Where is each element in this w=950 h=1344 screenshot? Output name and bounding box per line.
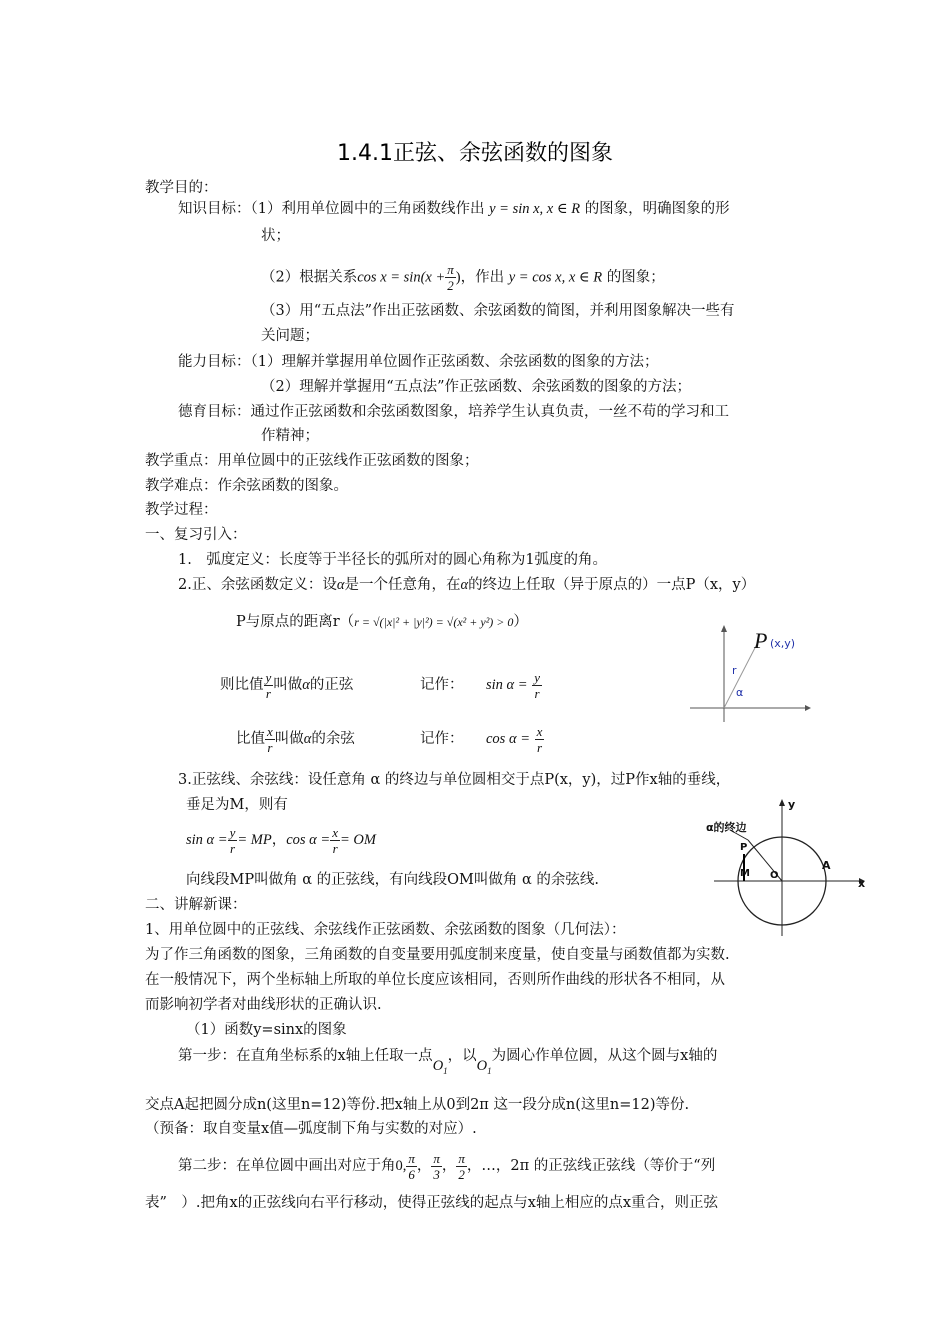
page-title: 1.4.1正弦、余弦函数的图象 <box>337 141 613 166</box>
step1-line1: 第一步：在直角坐标系的x轴上任取一点$O_1$，以$O_1$为圆心作单位圆，从这个圆与x轴的 <box>178 1048 718 1076</box>
k2-text: （2）根据关系 <box>261 269 358 286</box>
key-point: 教学重点：用单位圆中的正弦线作正弦函数的图象； <box>145 453 479 469</box>
point-p-coords: (x,y) <box>770 637 796 650</box>
difficulty: 教学难点：作余弦函数的图象。 <box>145 478 348 494</box>
distance-formula: r = √(|x|² + |y|²) = √(x² + y²) > 0 <box>354 615 514 629</box>
ability-objective-line1: 能力目标：（1）理解并掌握用单位圆作正弦函数、余弦函数的图象的方法； <box>178 354 659 370</box>
cosine-formula: cos α = $\frac{x}{r}$ <box>486 723 543 755</box>
origin-label: O <box>770 870 779 881</box>
objectives-heading: 教学目的： <box>145 180 218 196</box>
review-item3-line1: 3.正弦线、余弦线：设任意角 α 的终边与单位圆相交于点P(x，y)，过P作x轴的垂线， <box>178 772 731 788</box>
new-lesson-p3: 在一般情况下，两个坐标轴上所取的单位长度应该相同，否则所作曲线的形状各不相同，从 <box>145 972 725 988</box>
moral-objective-line1: 德育目标：通过作正弦函数和余弦函数图象，培养学生认真负责，一丝不苟的学习和工 <box>178 404 729 420</box>
review-heading: 一、复习引入： <box>145 527 247 543</box>
review-item1: 1. 弧度定义：长度等于半径长的弧所对的圆心角称为1弧度的角。 <box>178 552 608 568</box>
sine-cosine-line-formulas: sin α = $\frac{y}{r}$ = MP，cos α = $\frac{x}{r}$ = OM <box>186 824 376 856</box>
point-m-label: M <box>740 868 750 879</box>
k1-continuation: 状； <box>261 228 290 244</box>
x-axis-arrow <box>805 705 811 711</box>
terminal-side-label: α的终边 <box>706 821 747 834</box>
knowledge-label: 知识目标： <box>178 201 251 217</box>
knowledge-objective-line2: （2）根据关系cos x = sin(x + $\frac{\pi}{2}$ )，作出 y = cos x, x ∈ R 的图象； <box>261 262 665 293</box>
ability-label: 能力目标： <box>178 354 251 370</box>
step2-line1: 第二步：在单位圆中画出对应于角0, $\frac{\pi}{6}$ ， $\frac{\pi}{3}$ ， $\frac{\pi}{2}$ ，…，2π 的正弦线正弦线（等价于“列 <box>178 1150 716 1182</box>
y-axis-arrow <box>779 799 785 806</box>
new-lesson-p2: 为了作三角函数的图象，三角函数的自变量要用弧度制来度量，使自变量与函数值都为实数. <box>145 947 730 963</box>
knowledge-objective-line1 <box>178 199 730 219</box>
pi-over-2-fraction: $\frac{\pi}{2}$ <box>458 1150 465 1182</box>
moral-label: 德育目标： <box>178 404 251 420</box>
sine-note: 记作： <box>420 677 464 693</box>
unit-circle-figure <box>700 794 872 940</box>
ability-objective-line2: （2）理解并掌握用“五点法”作正弦函数、余弦函数的图象的方法； <box>261 379 692 395</box>
o1-symbol: $O_1$ <box>432 1058 448 1076</box>
point-p-label: P <box>754 628 768 653</box>
x-over-r-fraction: $\frac{x}{r}$ <box>267 723 273 755</box>
review-item3-line3: 向线段MP叫做角 α 的正弦线，有向线段OM叫做角 α 的余弦线. <box>186 872 599 888</box>
terminal-side-figure <box>688 622 813 722</box>
moral-objective-line2: 作精神； <box>261 428 319 444</box>
cosine-definition: 比值 $\frac{x}{r}$ 叫做α的余弦 <box>236 723 355 755</box>
new-lesson-p5: （1）函数y=sinx的图象 <box>186 1022 347 1038</box>
k3-line2: 关问题； <box>261 328 319 344</box>
review-item2: 2.正、余弦函数定义：设α是一个任意角，在α的终边上任取（异于原点的）一点P（x，y） <box>178 577 756 593</box>
y-over-r-fraction: $\frac{y}{r}$ <box>265 669 272 701</box>
y-axis-label: y <box>788 798 796 811</box>
pi-over-3-fraction: $\frac{\pi}{3}$ <box>433 1150 440 1182</box>
sine-definition: 则比值 $\frac{y}{r}$ 叫做α的正弦 <box>220 669 354 701</box>
pi-over-2-fraction: $\frac{\pi}{2}$ <box>447 262 454 293</box>
point-a-label: A <box>822 859 831 872</box>
process-heading: 教学过程： <box>145 502 218 518</box>
k3-line1: （3）用“五点法”作出正弦函数、余弦函数的简图，并利用图象解决一些有 <box>261 303 735 319</box>
step1-line3: （预备：取自变量x值—弧度制下角与实数的对应）. <box>145 1121 477 1137</box>
k1-text-b: 的图象，明确图象的形 <box>584 201 730 217</box>
pi-over-6-fraction: $\frac{\pi}{6}$ <box>408 1150 415 1182</box>
step1-line2: 交点A起把圆分成n(这里n=12)等份.把x轴上从0到2π 这一段分成n(这里n=12)等份. <box>145 1097 690 1113</box>
distance-line: P与原点的距离r（r = √(|x|² + |y|²) = √(x² + y²) > 0） <box>236 614 528 630</box>
y-axis-arrow <box>721 625 727 632</box>
point-p-label: P <box>740 842 748 853</box>
k1-formula: y = sin x, x ∈ R <box>489 201 581 217</box>
alpha-label: α <box>736 686 744 699</box>
new-lesson-p4: 而影响初学者对曲线形状的正确认识. <box>145 997 382 1013</box>
cosine-note: 记作： <box>420 731 464 747</box>
radius-label: r <box>732 664 737 677</box>
step2-line2: 表” ）.把角x的正弦线向右平行移动，使得正弦线的起点与x轴上相应的点x重合，则正弦 <box>145 1195 719 1211</box>
k2-formula-left: cos x = sin(x + <box>357 269 446 286</box>
sine-formula: sin α = $\frac{y}{r}$ <box>486 669 540 701</box>
k2-formula: y = cos x, x ∈ R <box>508 269 603 286</box>
review-item3-line2: 垂足为M，则有 <box>186 797 288 813</box>
k1-text: （1）利用单位圆中的三角函数线作出 <box>250 201 485 217</box>
x-axis-label: x <box>858 877 866 890</box>
new-lesson-heading: 二、讲解新课： <box>145 897 247 913</box>
new-lesson-p1: 1、用单位圆中的正弦线、余弦线作正弦函数、余弦函数的图象（几何法）： <box>145 922 626 938</box>
